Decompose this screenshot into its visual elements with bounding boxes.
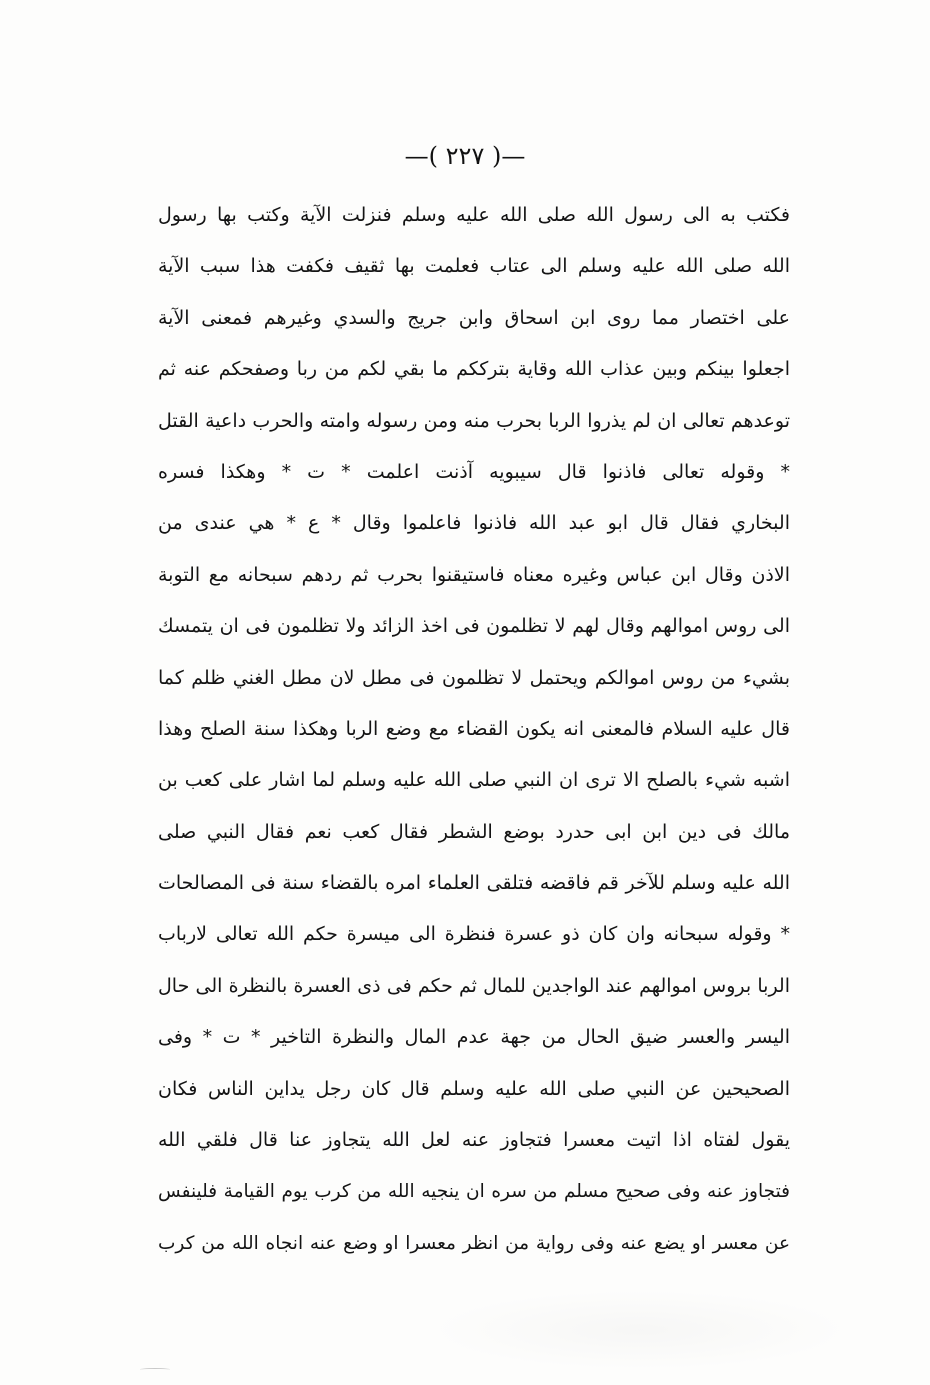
text-line: الربا بروس اموالهم عند الواجدين للمال ثم حكم فى ذى العسرة بالنظرة الى حال	[158, 974, 790, 997]
text-line: توعدهم تعالى ان لم يذروا الربا بحرب منه ومن رسوله وامته والحرب داعية القتل	[158, 409, 790, 432]
text-line: فتجاوز عنه وفى صحيح مسلم من سره ان ينجيه الله من كرب يوم القيامة فلينفس	[158, 1181, 790, 1203]
paper-stain	[430, 1290, 850, 1370]
text-line: عن معسر او يضع عنه وفى رواية من انظر معسرا او وضع عنه انجاه الله من كرب	[158, 1232, 790, 1254]
text-line: الاذن وقال ابن عباس وغيره معناه فاستيقنوا بحرب ثم ردهم سبحانه مع التوبة	[158, 563, 790, 586]
text-line: الى روس اموالهم وقال لهم لا تظلمون فى اخذ الزائد ولا تظلمون فى ان يتمسك	[158, 615, 790, 638]
text-line: * وقوله تعالى فاذنوا قال سيبويه آذنت اعلمت * ت * وهكذا فسره	[158, 460, 790, 483]
text-line: على اختصار مما روى ابن اسحاق وابن جريج والسدي وغيرهم فمعنى الآية	[158, 306, 790, 329]
text-line: * وقوله سبحانه وان كان ذو عسرة فنظرة الى ميسرة حكم الله تعالى لارباب	[158, 923, 790, 946]
text-line: اشبه شيء بالصلح الا ترى ان النبي صلى الله عليه وسلم لما اشار على كعب بن	[158, 769, 790, 792]
body-text	[158, 190, 790, 1269]
text-line: اجعلوا بينكم وبين عذاب الله وقاية بترككم ما بقي لكم من ربا وصفحكم عنه ثم	[158, 358, 790, 381]
text-line: يقول لفتاه اذا اتيت معسرا فتجاوز عنه لعل الله يتجاوز عنا قال فلقي الله	[158, 1129, 790, 1152]
text-line: اليسر والعسر ضيق الحال من جهة عدم المال والنظرة التاخير * ت * وفى	[158, 1026, 790, 1049]
text-line: الله عليه وسلم للآخر قم فاقضه فتلقى العلماء امره بالقضاء سنة فى المصالحات	[158, 872, 790, 895]
text-line: البخاري فقال قال ابو عبد الله فاذنوا فاعلموا وقال * ع * هي عندى من	[158, 512, 790, 535]
paper-mark	[140, 1368, 170, 1371]
text-line: الله صلى الله عليه وسلم الى عتاب فعلمت بها ثقيف فكفت هذا سبب الآية	[158, 255, 790, 278]
text-line: مالك فى دين ابن ابى حدرد بوضع الشطر فقال كعب نعم فقال النبي صلى	[158, 820, 790, 843]
text-line: الصحيحين عن النبي صلى الله عليه وسلم قال كان رجل يداين الناس فكان	[158, 1077, 790, 1100]
page-number: —( ٢٢٧ )—	[404, 142, 526, 170]
text-line: فكتب به الى رسول الله صلى الله عليه وسلم فنزلت الآية وكتب بها رسول	[158, 204, 790, 226]
text-line: قال عليه السلام فالمعنى انه يكون القضاء مع وضع الربا وهكذا سنة الصلح وهذا	[158, 717, 790, 740]
text-line: بشيء من روس اموالكم ويحتمل لا تظلمون فى مطل لان مطل الغني ظلم كما	[158, 666, 790, 689]
